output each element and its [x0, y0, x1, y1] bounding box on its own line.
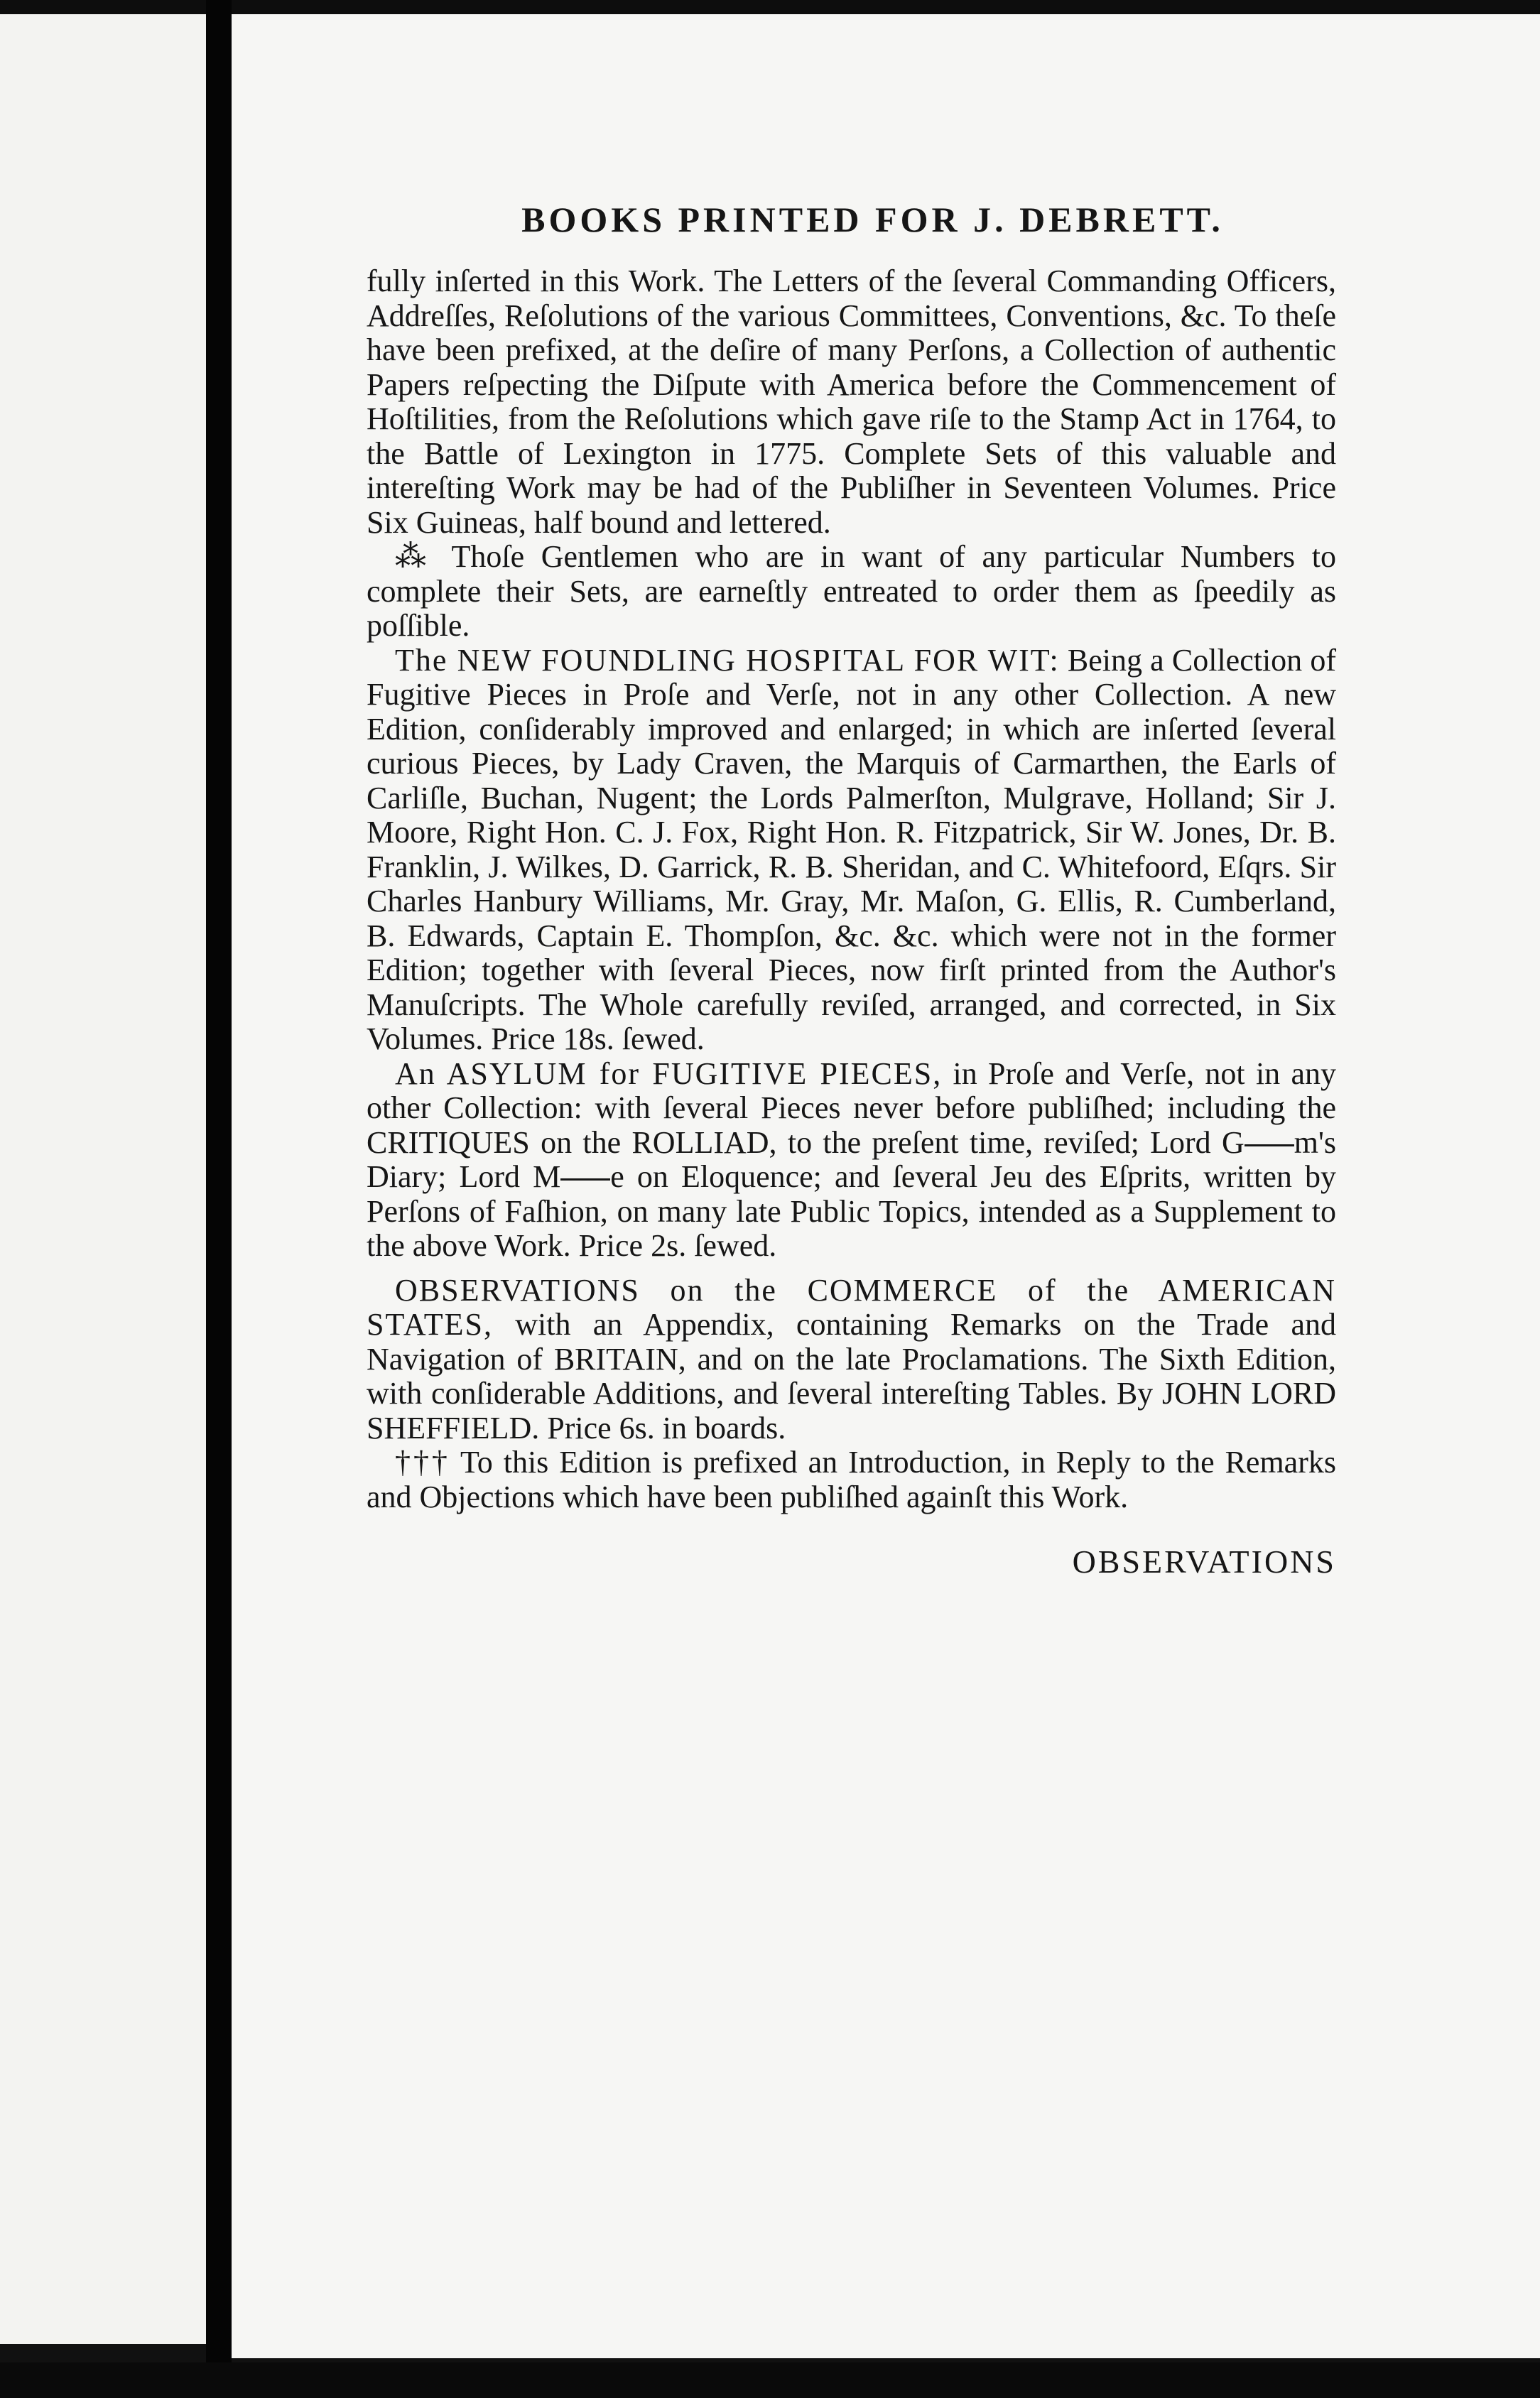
book-title-asylum: An ASYLUM for FUGITIVE PIECES,	[395, 1056, 943, 1091]
scan-border-bottom	[0, 2362, 1540, 2398]
paragraph-note: ⁂ Thoſe Gentlemen who are in want of any particular Numbers to complete their Sets, are earneſtly entreated to order them as ſpeedily as poſſible.	[367, 539, 1336, 643]
dash-blank	[1245, 1144, 1294, 1146]
paragraph-observations	[367, 1274, 1336, 1446]
book-page	[232, 14, 1540, 2358]
paragraph-foundling-hospital	[367, 644, 1336, 1057]
book-spine	[206, 0, 232, 2398]
book-description-observations: with an Appendix, containing Remarks on the Trade and Navigation of BRITAIN, and on the late Proclamations. The Sixth Edition, with conſiderable Additions, and ſeveral intereſting Tables. By JOHN LORD SHEFFIELD. Price 6s. in boards.	[367, 1307, 1336, 1445]
book-description-asylum-c: e on Eloquence; and ſeveral Jeu des Eſprits, written by Perſons of Faſhion, on many late Public Topics, intended as a Supplement to the above Work. Price 2s. ſewed.	[367, 1159, 1336, 1263]
book-description-asylum-b: m's Diary; Lord M	[367, 1124, 1336, 1194]
page-text-block	[367, 199, 1336, 1580]
book-title-observations: OBSERVATIONS on the COMMERCE of the AMERICAN STATES,	[367, 1272, 1336, 1342]
dash-blank	[560, 1178, 610, 1181]
paragraph-continued-text: fully inſerted in this Work. The Letters of the ſeveral Commanding Officers, Addreſſes, Reſolutions of the various Committees, Conventions, &c. To theſe have been prefixed, at the deſire of many Perſons, a Collection of authentic Papers reſpecting the Diſpute with America before the Commencement of Hoſtilities, from the Reſolutions which gave riſe to the Stamp Act in 1764, to the Battle of Lexington in 1775. Complete Sets of this valuable and intereſting Work may be had of the Publiſher in Seventeen Volumes. Price Six Guineas, half bound and lettered.	[367, 264, 1336, 540]
catchword: OBSERVATIONS	[1072, 1543, 1336, 1580]
book-title-foundling: The NEW FOUNDLING HOSPITAL FOR WIT:	[395, 642, 1060, 678]
running-header: BOOKS PRINTED FOR J. DEBRETT.	[521, 200, 1224, 239]
paragraph-introduction-note: ††† To this Edition is prefixed an Introduction, in Reply to the Remarks and Objections which have been publiſhed againſt this Work.	[367, 1445, 1336, 1514]
facing-page-edge	[0, 14, 206, 2344]
book-description-foundling: Being a Collection of Fugitive Pieces in Proſe and Verſe, not in any other Collection. A new Edition, conſiderably improved and enlarged; in which are inſerted ſeveral curious Pieces, by Lady Craven, the Marquis of Carmarthen, the Earls of Carliſle, Buchan, Nugent; the Lords Palmerſton, Mulgrave, Holland; Sir J. Moore, Right Hon. C. J. Fox, Right Hon. R. Fitzpatrick, Sir W. Jones, Dr. B. Franklin, J. Wilkes, D. Garrick, R. B. Sheridan, and C. Whitefoord, Eſqrs. Sir Charles Hanbury Williams, Mr. Gray, Mr. Maſon, G. Ellis, R. Cumberland, B. Edwards, Captain E. Thompſon, &c. &c. which were not in the former Edition; together with ſeveral Pieces, now firſt printed from the Author's Manuſcripts. The Whole carefully reviſed, arranged, and corrected, in Six Volumes. Price 18s. ſewed.	[367, 642, 1336, 1056]
book-description-asylum-a: in Proſe and Verſe, not in any other Collection: with ſeveral Pieces never before publiſhed; including the CRITIQUES on the ROLLIAD, to the preſent time, reviſed; Lord G	[367, 1056, 1337, 1160]
paragraph-asylum	[367, 1057, 1336, 1264]
